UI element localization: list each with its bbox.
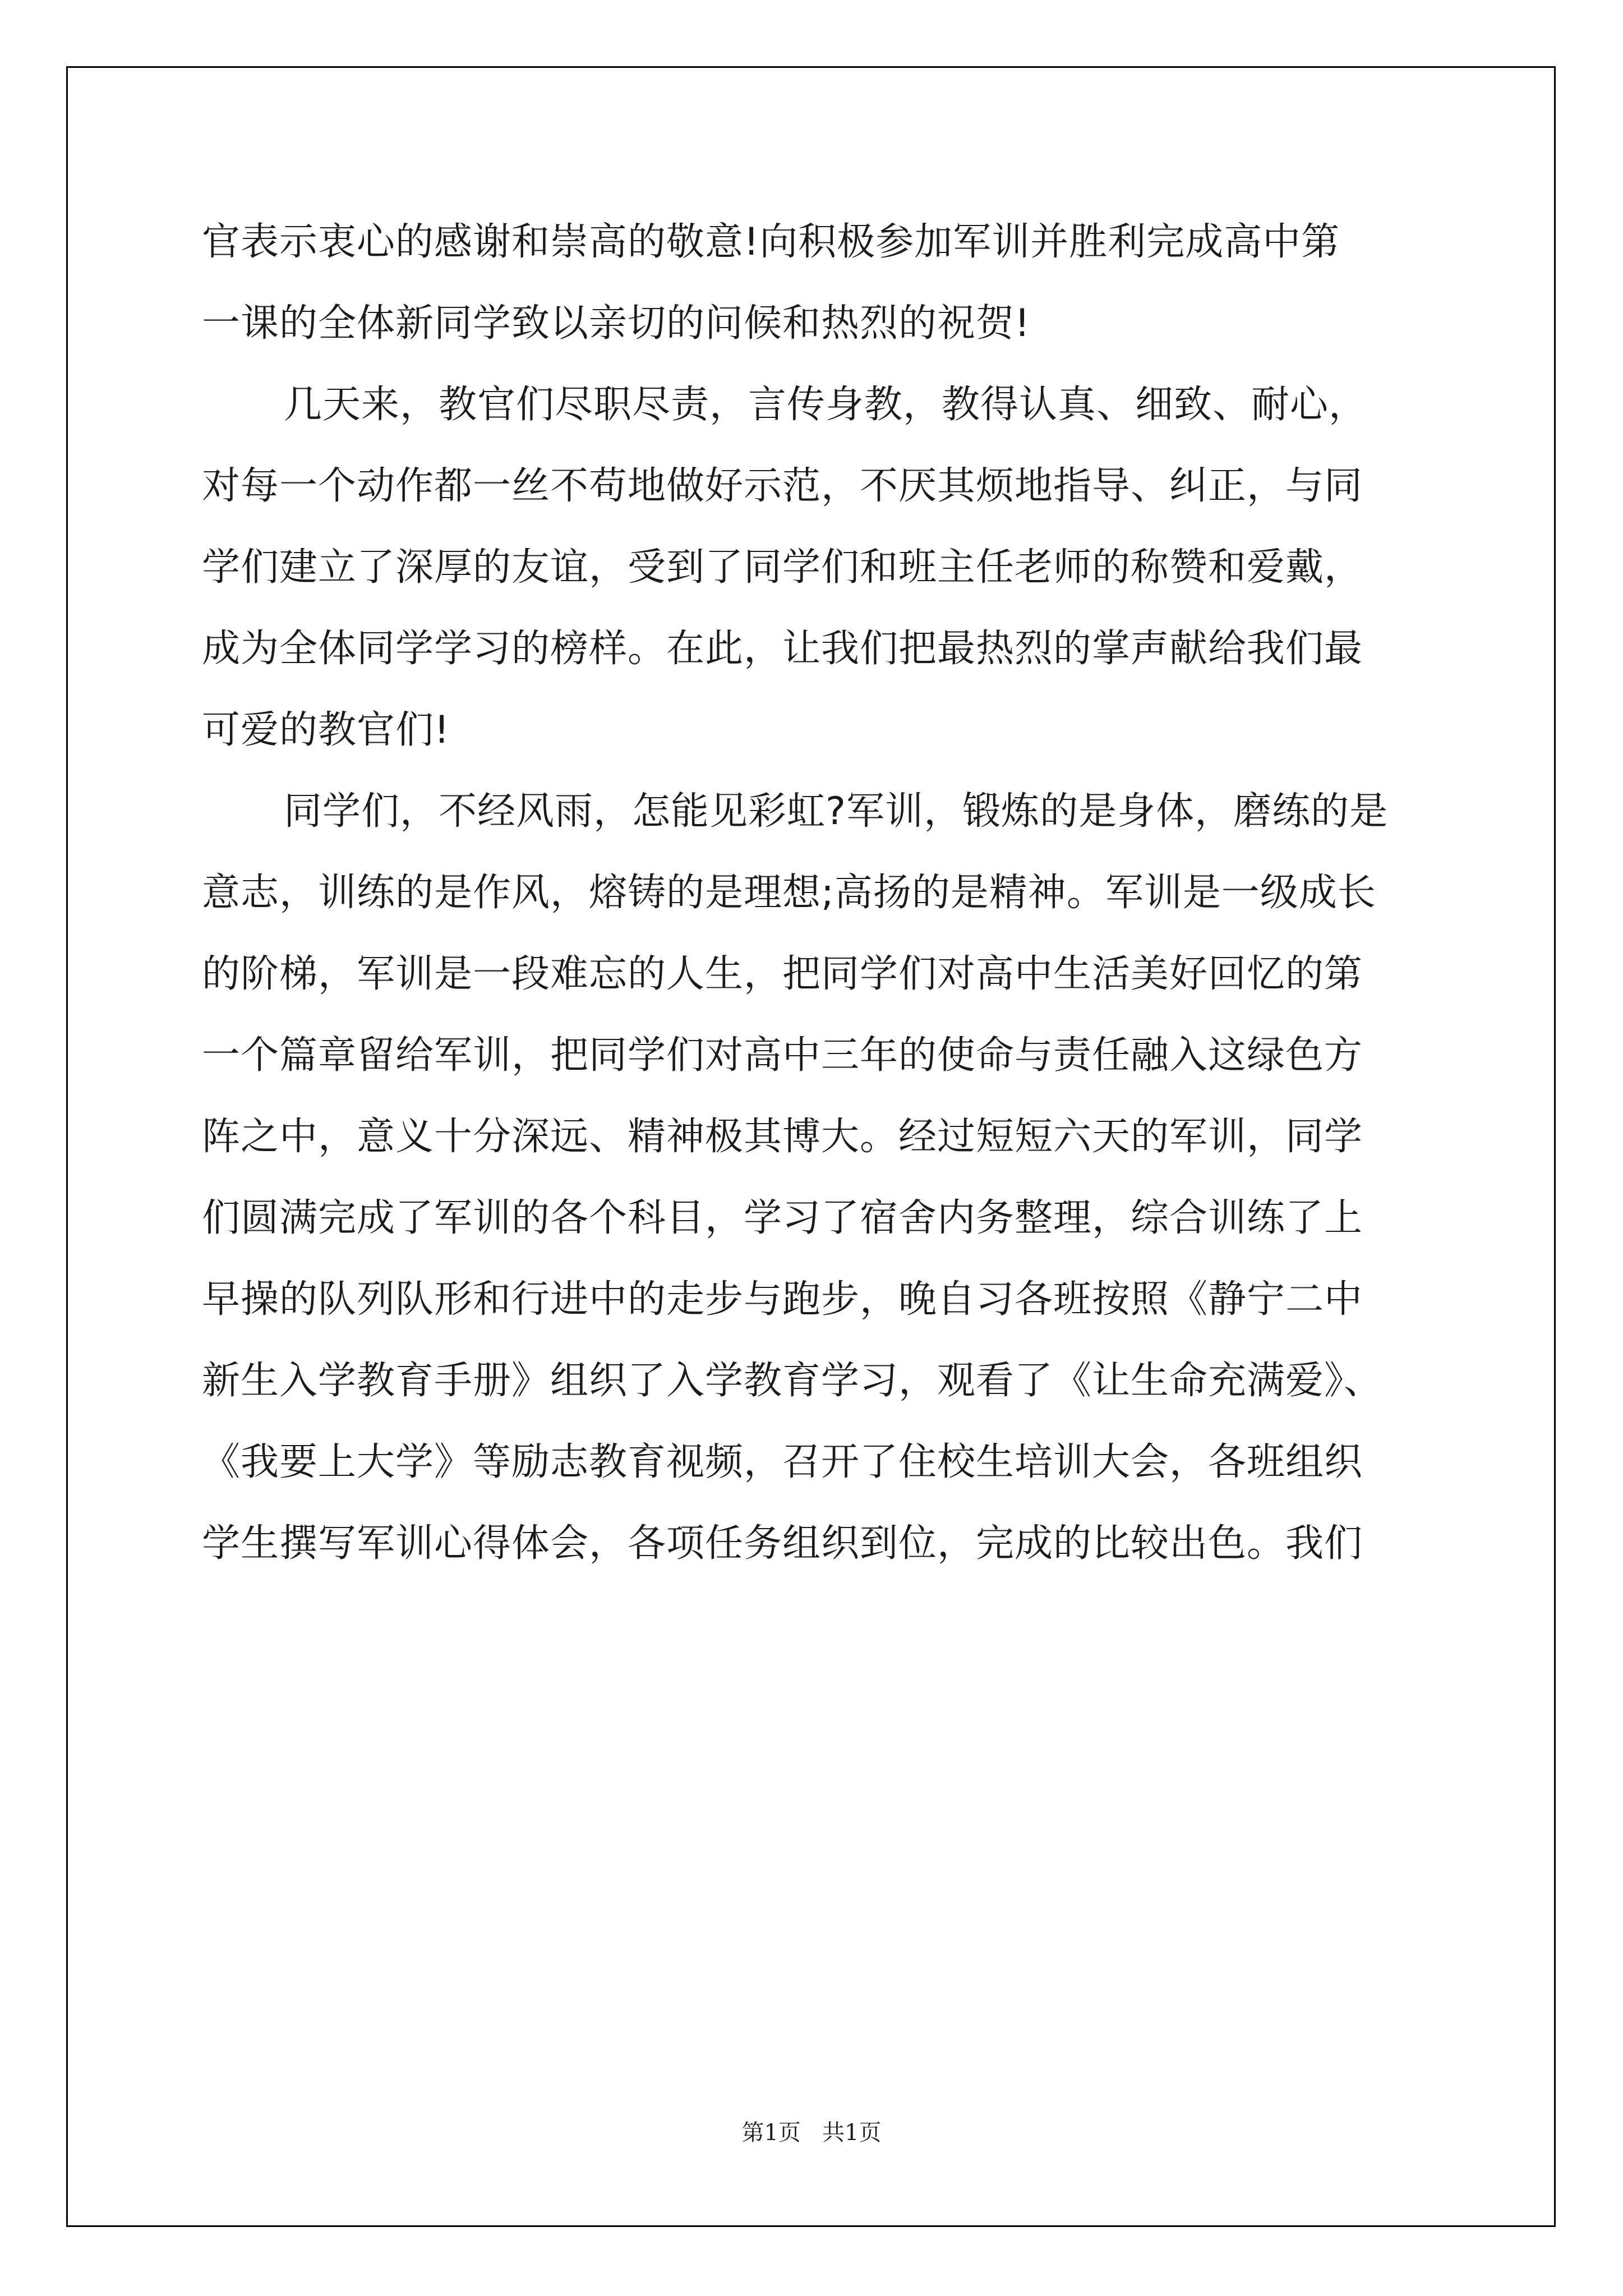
text-line: 的阶梯，军训是一段难忘的人生，把同学们对高中生活美好回忆的第: [202, 952, 1363, 996]
text-line: 一课的全体新同学致以亲切的问候和热烈的祝贺!: [202, 301, 1031, 346]
text-line: 新生入学教育手册》组织了入学教育学习，观看了《让生命充满爱》、: [202, 1359, 1383, 1403]
text-line: 早操的队列队形和行进中的走步与跑步，晚自习各班按照《静宁二中: [202, 1277, 1363, 1322]
text-line: 对每一个动作都一丝不苟地做好示范，不厌其烦地指导、纠正，与同: [202, 464, 1363, 508]
paragraph-start-line: 同学们，不经风雨，怎能见彩虹?军训，锻炼的是身体，磨练的是: [284, 789, 1389, 834]
text-line: 成为全体同学学习的榜样。在此，让我们把最热烈的掌声献给我们最: [202, 627, 1363, 671]
text-line: 官表示衷心的感谢和崇高的敬意!向积极参加军训并胜利完成高中第: [202, 220, 1340, 264]
text-line: 们圆满完成了军训的各个科目，学习了宿舍内务整理，综合训练了上: [202, 1196, 1363, 1240]
text-line: 一个篇章留给军训，把同学们对高中三年的使命与责任融入这绿色方: [202, 1033, 1363, 1078]
text-line: 可爱的教官们!: [202, 708, 450, 752]
text-line: 阵之中，意义十分深远、精神极其博大。经过短短六天的军训，同学: [202, 1115, 1363, 1159]
text-line: 学生撰写军训心得体会，各项任务组织到位，完成的比较出色。我们: [202, 1521, 1363, 1566]
text-line: 意志，训练的是作风，熔铸的是理想;高扬的是精神。军训是一级成长: [202, 871, 1376, 915]
page-number-footer: 第1页 共1页: [741, 2120, 882, 2146]
text-line: 《我要上大学》等励志教育视频，召开了住校生培训大会，各班组织: [202, 1440, 1363, 1484]
text-line: 学们建立了深厚的友谊，受到了同学们和班主任老师的称赞和爱戴，: [202, 545, 1363, 590]
paragraph-start-line: 几天来，教官们尽职尽责，言传身教，教得认真、细致、耐心，: [284, 383, 1368, 427]
